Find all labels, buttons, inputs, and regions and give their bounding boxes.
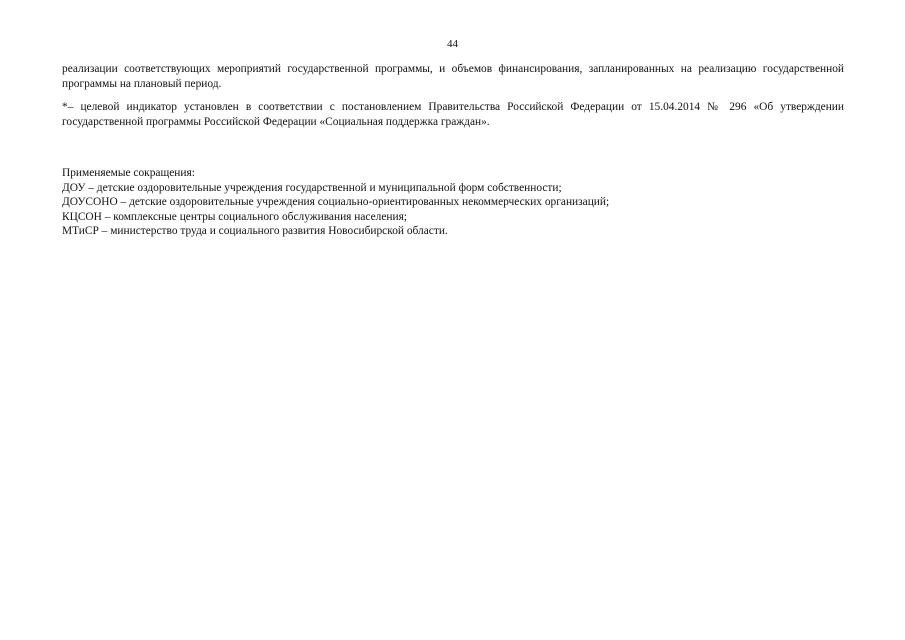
- abbreviation-item-mtisr: МТиСР – министерство труда и социального развития Новосибирской области.: [62, 225, 448, 237]
- continued-paragraph: реализации соответствующих мероприятий государственной программы, и объемов финансирования, запланированных на реализацию государственной программы на плановый период.: [62, 63, 844, 90]
- abbreviations-section: [62, 166, 844, 239]
- footnote-paragraph: *– целевой индикатор установлен в соответствии с постановлением Правительства Российской Федерации от 15.04.2014 № 296 «Об утверждении государственной программы Российской Федерации «Социальная поддержка граждан».: [62, 101, 844, 128]
- abbreviation-item-dou: ДОУ – детские оздоровительные учреждения государственной и муниципальной форм собственности;: [62, 181, 562, 194]
- abbreviation-item-dousono: ДОУСОНО – детские оздоровительные учреждения социально-ориентированных некоммерческих организаций;: [62, 196, 610, 208]
- abbreviations-heading: Применяемые сокращения:: [62, 167, 195, 179]
- page-number: 44: [447, 38, 458, 50]
- abbreviation-item-kcson: КЦСОН – комплексные центры социального обслуживания населения;: [62, 210, 407, 223]
- document-body: [62, 62, 844, 239]
